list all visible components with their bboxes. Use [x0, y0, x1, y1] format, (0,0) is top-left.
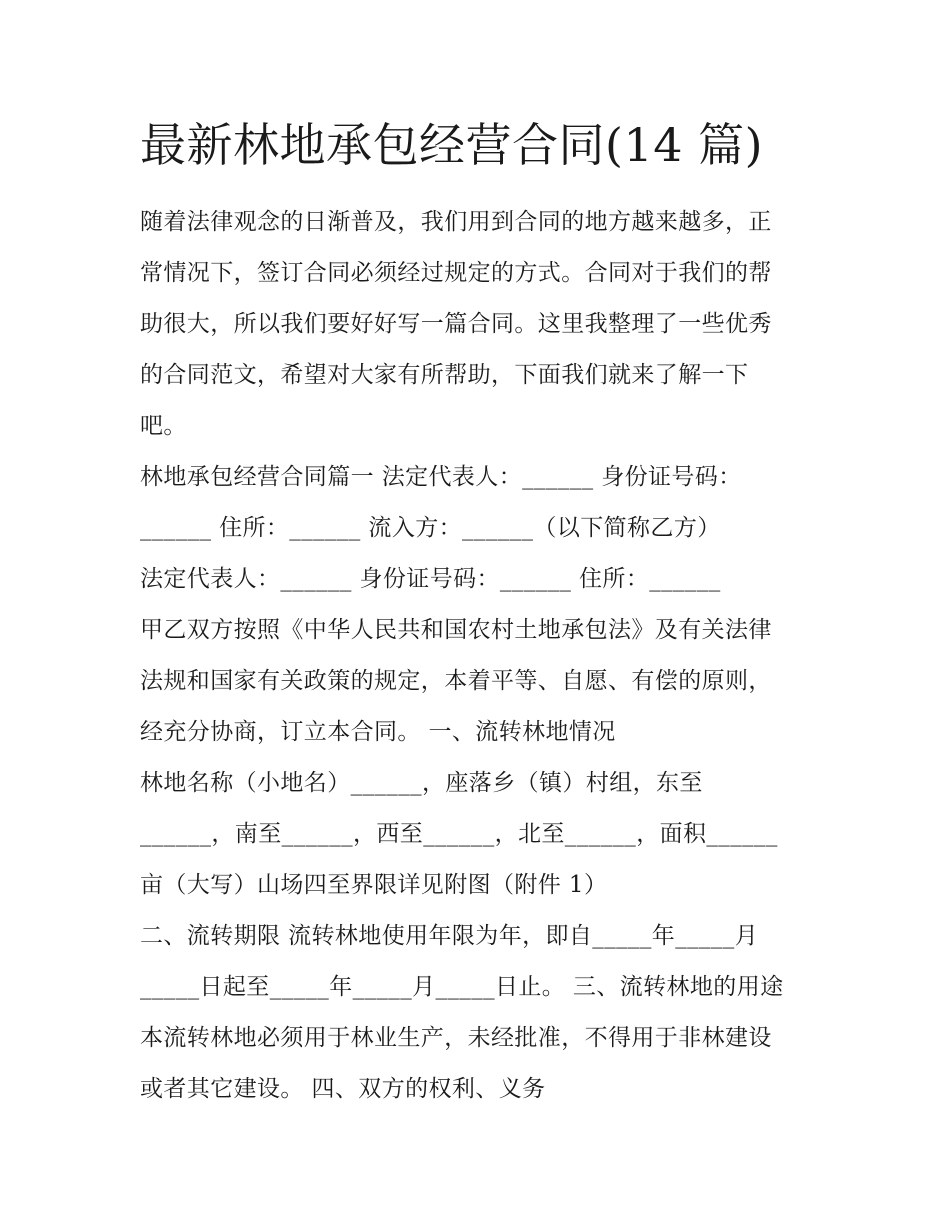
body-line-16: _____日起至_____年_____月_____日止。 三、流转林地的用途: [140, 974, 784, 1000]
body-line-18: 或者其它建设。 四、双方的权利、义务: [140, 1076, 546, 1102]
body-line-14: 亩（大写）山场四至界限详见附图（附件 1）: [140, 872, 608, 898]
body-line-5: 吧。: [140, 413, 187, 439]
body-line-6: 林地承包经营合同篇一 法定代表人：______ 身份证号码：: [140, 464, 742, 490]
body-line-8: 法定代表人：______ 身份证号码：______ 住所：______: [140, 566, 721, 592]
body-line-10: 法规和国家有关政策的规定，本着平等、自愿、有偿的原则，: [140, 668, 772, 694]
body-line-15: 二、流转期限 流转林地使用年限为年，即自_____年_____月: [140, 923, 759, 949]
body-line-7: ______ 住所：______ 流入方：______（以下简称乙方）: [140, 515, 721, 541]
body-line-12: 林地名称（小地名）______，座落乡（镇）村组，东至: [140, 770, 703, 796]
body-line-9: 甲乙双方按照《中华人民共和国农村土地承包法》及有关法律: [140, 617, 772, 643]
document-title: 最新林地承包经营合同(14 篇): [140, 118, 764, 172]
body-line-1: 随着法律观念的日渐普及，我们用到合同的地方越来越多，正: [140, 209, 772, 235]
body-line-13: ______，南至______，西至______，北至______，面积______: [140, 821, 778, 847]
body-line-17: 本流转林地必须用于林业生产，未经批准，不得用于非林建设: [140, 1025, 772, 1051]
body-line-11: 经充分协商，订立本合同。 一、流转林地情况: [140, 719, 616, 745]
body-line-3: 助很大，所以我们要好好写一篇合同。这里我整理了一些优秀: [140, 311, 772, 337]
body-line-2: 常情况下，签订合同必须经过规定的方式。合同对于我们的帮: [140, 260, 772, 286]
body-line-4: 的合同范文，希望对大家有所帮助，下面我们就来了解一下: [140, 362, 749, 388]
